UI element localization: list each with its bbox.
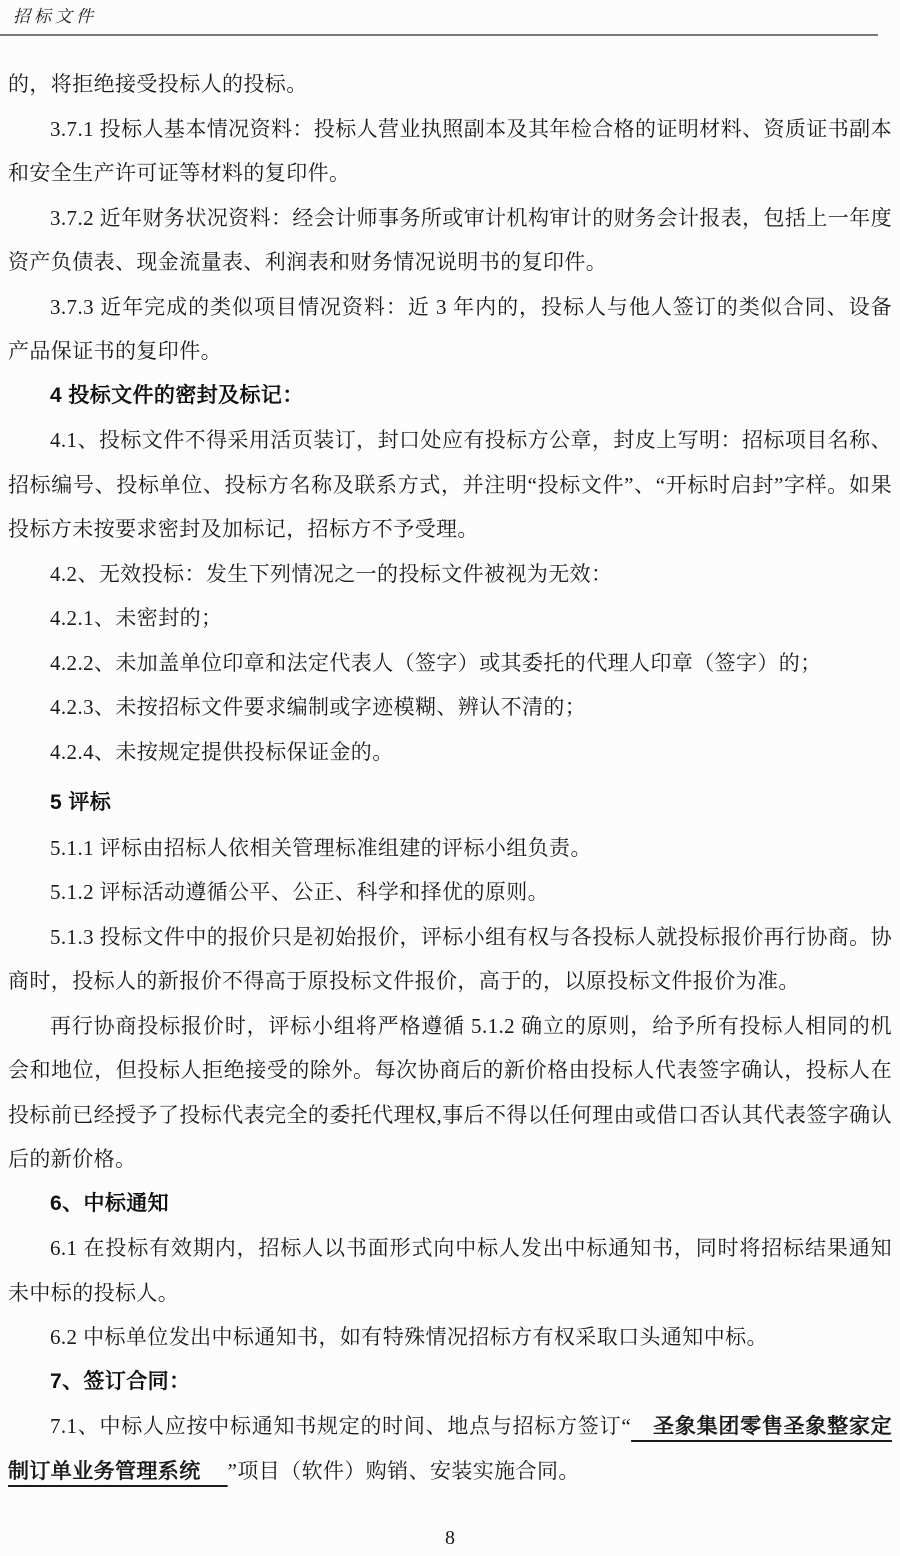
contract-text-pre: 7.1、中标人应按中标通知书规定的时间、地点与招标方签订“ xyxy=(50,1414,632,1438)
heading-section-5: 5 评标 xyxy=(50,791,112,814)
para-3-7-1: 3.7.1 投标人基本情况资料：投标人营业执照副本及其年检合格的证明材料、资质证书副本和安全生产许可证等材料的复印件。 xyxy=(8,116,892,185)
document-body xyxy=(0,36,900,1493)
para-4-2-2: 4.2.2、未加盖单位印章和法定代表人（签字）或其委托的代理人印章（签字）的； xyxy=(50,650,822,675)
para-4-2-1: 4.2.1、未密封的； xyxy=(50,606,223,630)
para-4-2: 4.2、无效投标：发生下列情况之一的投标文件被视为无效： xyxy=(50,561,613,586)
para-5-1-1: 5.1.1 评标由招标人依相关管理标准组建的评标小组负责。 xyxy=(50,835,592,860)
para-3-7-3: 3.7.3 近年完成的类似项目情况资料：近 3 年内的，投标人与他人签订的类似合同、设备产品保证书的复印件。 xyxy=(8,294,892,363)
header-title: 招标文件 xyxy=(13,7,97,26)
para-renegotiation: 再行协商投标报价时，评标小组将严格遵循 5.1.2 确立的原则，给予所有投标人相同的机会和地位，但投标人拒绝接受的除外。每次协商后的新价格由投标人代表签字确认，投标人在投标前已经授予了投标代表完全的委托代理权,事后不得以任何理由或借口否认其代表签字确认后的新价格。 xyxy=(8,1013,892,1171)
para-5-1-2: 5.1.2 评标活动遵循公平、公正、科学和择优的原则。 xyxy=(50,880,550,904)
contract-text-post: ”项目（软件）购销、安装实施合同。 xyxy=(227,1458,580,1483)
para-4-2-3: 4.2.3、未按招标文件要求编制或字迹模糊、辨认不清的； xyxy=(50,695,587,719)
contract-project-name: 圣象集团零售圣象整家定制订单业务管理系统 xyxy=(8,1414,892,1483)
para-6-2: 6.2 中标单位发出中标通知书，如有特殊情况招标方有权采取口头通知中标。 xyxy=(50,1325,768,1349)
para-7-1-contract xyxy=(8,1404,892,1493)
page-header xyxy=(0,0,900,36)
para-4-1: 4.1、投标文件不得采用活页装订，封口处应有投标方公章，封皮上写明：招标项目名称、招标编号、投标单位、投标方名称及联系方式，并注明“投标文件”、“开标时启封”字样。如果投标方未按要求密封及加标记，招标方不予受理。 xyxy=(8,428,892,541)
heading-section-7: 7、签订合同： xyxy=(50,1369,191,1393)
heading-section-4: 4 投标文件的密封及标记： xyxy=(50,383,304,407)
para-3-7-2: 3.7.2 近年财务状况资料：经会计师事务所或审计机构审计的财务会计报表，包括上一年度资产负债表、现金流量表、利润表和财务情况说明书的复印件。 xyxy=(8,205,892,274)
para-5-1-3: 5.1.3 投标文件中的报价只是初始报价，评标小组有权与各投标人就投标报价再行协商。协商时，投标人的新报价不得高于原投标文件报价，高于的，以原投标文件报价为准。 xyxy=(8,924,892,993)
heading-section-6: 6、中标通知 xyxy=(50,1191,170,1215)
page-number: 8 xyxy=(445,1527,455,1549)
para-4-2-4: 4.2.4、未按规定提供投标保证金的。 xyxy=(50,739,394,764)
para-carryover: 的，将拒绝接受投标人的投标。 xyxy=(8,72,308,96)
para-6-1: 6.1 在投标有效期内，招标人以书面形式向中标人发出中标通知书，同时将招标结果通知未中标的投标人。 xyxy=(8,1236,892,1305)
